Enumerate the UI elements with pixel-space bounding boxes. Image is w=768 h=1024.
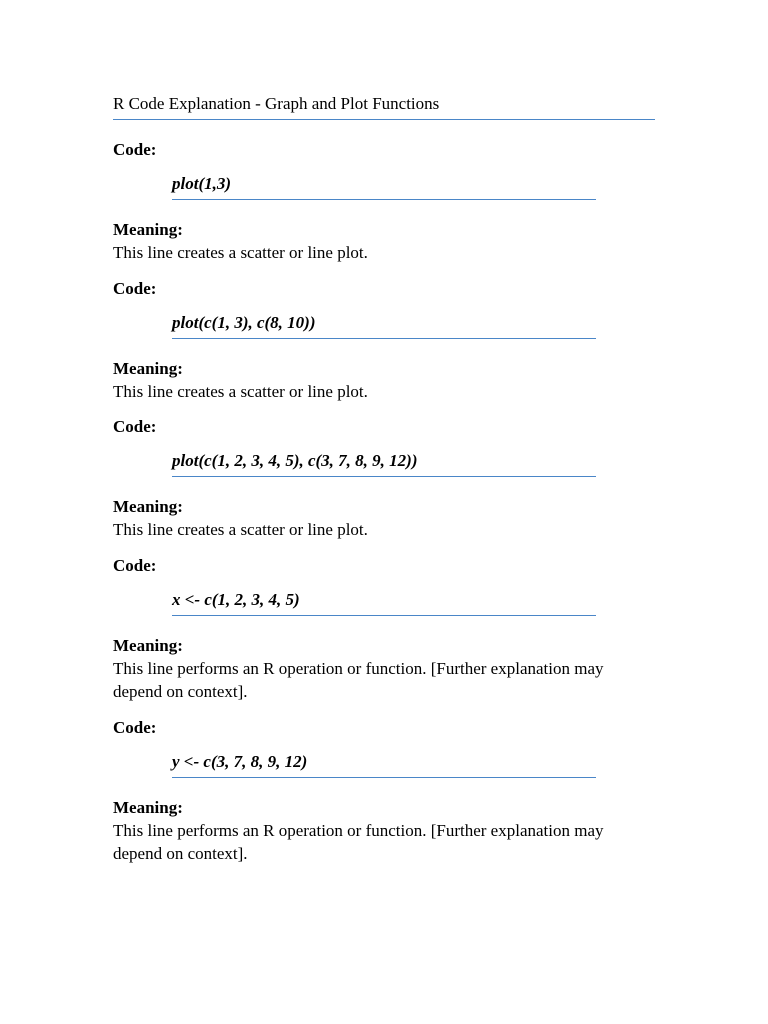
meaning-label: Meaning: — [113, 220, 183, 239]
code-entries — [113, 139, 655, 879]
meaning-text: This line creates a scatter or line plot. — [113, 520, 368, 539]
meaning-text: This line creates a scatter or line plot. — [113, 381, 368, 401]
code-label: Code: — [113, 555, 157, 575]
meaning-text: This line performs an R operation or function. [Further explanation may depend on context]. — [113, 658, 604, 701]
code-entry — [113, 416, 655, 542]
meaning-label: Meaning: — [113, 358, 183, 378]
code-snippet: x <- c(1, 2, 3, 4, 5) — [172, 589, 596, 616]
meaning-label: Meaning: — [113, 497, 183, 516]
code-label: Code: — [113, 717, 157, 737]
meaning-label: Meaning: — [113, 635, 183, 655]
code-entry — [113, 555, 655, 704]
code-snippet: y <- c(3, 7, 8, 9, 12) — [172, 751, 596, 778]
document-title: R Code Explanation - Graph and Plot Functions — [113, 93, 655, 120]
code-entry — [113, 139, 655, 265]
code-snippet: plot(c(1, 3), c(8, 10)) — [172, 312, 596, 339]
code-label: Code: — [113, 140, 157, 159]
meaning-label: Meaning: — [113, 797, 183, 817]
code-snippet: plot(c(1, 2, 3, 4, 5), c(3, 7, 8, 9, 12)) — [172, 450, 596, 477]
code-entry — [113, 717, 655, 866]
code-snippet: plot(1,3) — [172, 173, 596, 200]
meaning-text: This line performs an R operation or function. [Further explanation may depend on context]. — [113, 820, 604, 863]
code-entry — [113, 278, 655, 404]
code-label: Code: — [113, 278, 157, 298]
code-label: Code: — [113, 417, 157, 436]
meaning-text: This line creates a scatter or line plot. — [113, 243, 368, 262]
